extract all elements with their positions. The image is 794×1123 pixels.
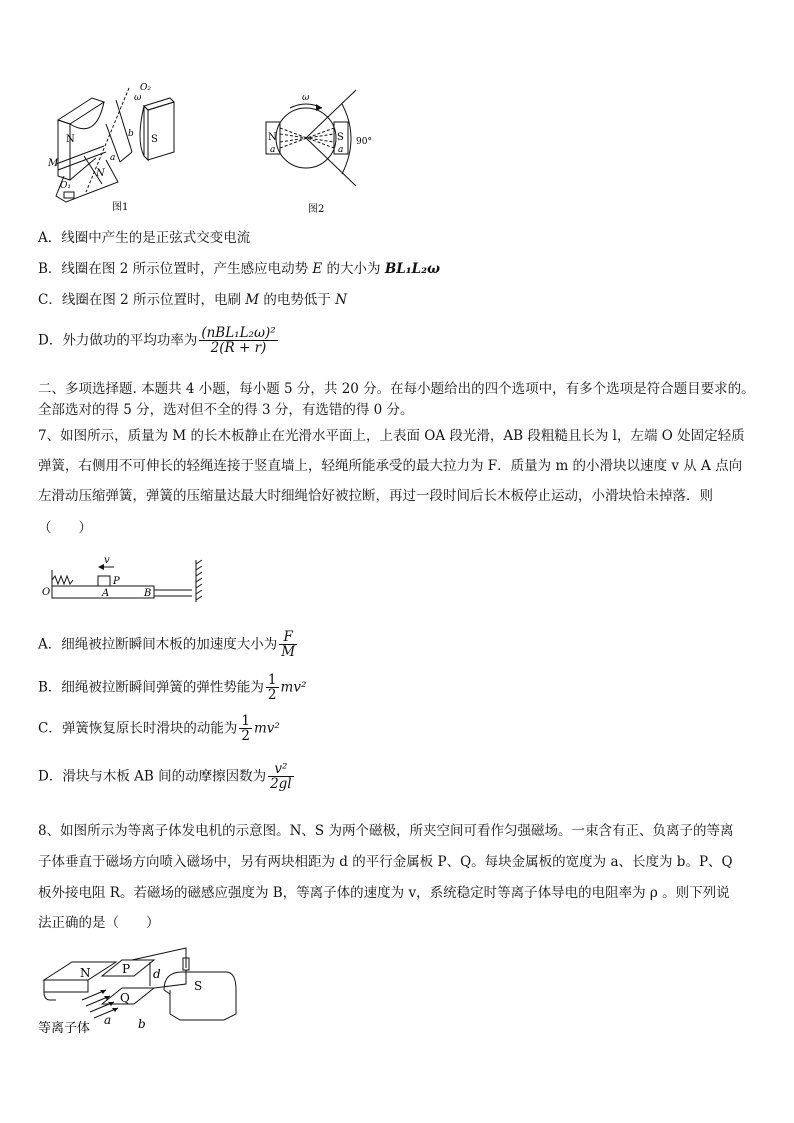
fig1-label-o1: O₁ <box>60 181 71 191</box>
fig1-label-a: a <box>110 153 116 163</box>
figure-2-top-view-diagram <box>258 86 388 216</box>
figure-1-generator-diagram <box>44 80 194 215</box>
fig2-label-a: a <box>270 145 276 155</box>
q7-option-b-fraction <box>266 673 279 702</box>
q7-option-a <box>38 630 299 659</box>
q8-stem-line-1: 8、如图所示为等离子体发电机的示意图。N、S 为两个磁极，所夹空间可看作匀强磁场。一束含有正、负离子的等离 <box>38 823 734 839</box>
q7-option-b-numerator: 1 <box>267 672 277 688</box>
q7-stem-line-4: （ ） <box>38 520 92 536</box>
q7-option-b-text: B．细绳被拉断瞬间弹簧的弹性势能为 <box>38 679 264 696</box>
q7-option-b-denominator: 2 <box>267 687 277 703</box>
q6-option-d-fraction <box>199 326 277 355</box>
fig1-label-s: S <box>151 134 158 145</box>
q7-option-d-denominator: 2gl <box>270 776 292 792</box>
fig2-label-s: S <box>337 132 344 143</box>
fig7-label-o: O <box>42 587 51 598</box>
q7-option-c-text: C．弹簧恢复原长时滑块的动能为 <box>38 720 238 737</box>
fig1-label-n2: N <box>96 168 105 179</box>
figure-7-board-spring-diagram <box>40 552 210 607</box>
q7-option-d-numerator: v² <box>268 762 294 777</box>
fig8-label-s: S <box>194 979 203 993</box>
q7-stem-line-3: 左滑动压缩弹簧，弹簧的压缩量达最大时细绳恰好被拉断，再过一段时间后长木板停止运动，小滑块恰未掉落．则 <box>38 488 713 504</box>
q7-option-a-denominator: M <box>281 644 296 660</box>
figure-2-caption: 图2 <box>308 204 325 215</box>
fig2-label-a2: a <box>338 145 344 155</box>
q7-option-d-text: D．滑块与木板 AB 间的动摩擦因数为 <box>38 768 267 785</box>
q7-stem-line-1: 7、如图所示，质量为 M 的长木板静止在光滑水平面上，上表面 OA 段光滑，AB 段粗糙且长为 l，左端 O 处固定轻质 <box>38 428 745 444</box>
q6-option-c-m: M <box>245 292 260 308</box>
q6-option-d-text: D．外力做功的平均功率为 <box>38 332 198 349</box>
q8-stem-line-4: 法正确的是（ ） <box>38 915 160 931</box>
q6-option-b <box>38 260 440 278</box>
q7-option-c-numerator: 1 <box>241 713 250 729</box>
q6-option-b-text: B．线圈在图 2 所示位置时，产生感应电动势 <box>38 261 313 277</box>
fig1-label-n: N <box>66 134 75 145</box>
q8-stem-line-3: 板外接电阻 R。若磁场的磁感应强度为 B，等离子体的速度为 v，系统稳定时等离子体导电的电阻率为 ρ 。则下列说 <box>38 885 730 901</box>
q7-option-c-denominator: 2 <box>241 728 250 744</box>
q6-option-d-numerator: (nBL₁L₂ω)² <box>201 325 276 341</box>
q7-option-c-expr: mv² <box>253 720 280 737</box>
fig7-label-b: B <box>144 588 152 599</box>
q6-option-b-expr: BL₁L₂ω <box>384 261 440 277</box>
q7-option-d <box>38 762 296 791</box>
q7-option-b-expr: mv² <box>280 679 307 696</box>
q6-option-b-mid: 的大小为 <box>322 261 385 277</box>
q6-option-d-denominator: 2(R + r) <box>210 340 267 356</box>
fig7-label-a: A <box>102 588 110 599</box>
fig1-label-m: M <box>48 158 59 169</box>
q7-option-a-numerator: F <box>279 630 297 645</box>
fig8-label-plasma: 等离子体 <box>38 1021 91 1036</box>
q6-option-c-mid: 的电势低于 <box>259 292 336 308</box>
q7-stem-line-2: 弹簧，右侧用不可伸长的轻绳连接于竖直墙上，轻绳所能承受的最大拉力为 F．质量为 m 的小滑块以速度 v 从 A 点向 <box>38 458 743 474</box>
fig8-label-a: a <box>104 1013 112 1027</box>
q6-option-b-var: E <box>312 261 323 277</box>
q6-option-c-n: N <box>335 292 348 308</box>
fig7-label-v: v <box>104 555 110 566</box>
section-2-heading-line-2: 全部选对的得 5 分，选对但不全的得 3 分，有选错的得 0 分。 <box>38 402 414 418</box>
q7-option-b <box>38 673 306 702</box>
q6-option-a: A．线圈中产生的是正弦式交变电流 <box>38 230 251 246</box>
q6-option-d <box>38 326 280 355</box>
fig2-label-omega: ω <box>302 93 310 103</box>
q7-option-c-fraction <box>239 714 252 743</box>
figure-1-caption: 图1 <box>112 202 129 213</box>
section-2-heading-line-1: 二、多项选择题. 本题共 4 小题，每小题 5 分，共 20 分。在每小题给出的四个选项中，有多个选项是符合题目要求的。 <box>38 381 755 397</box>
fig8-label-n: N <box>80 966 91 980</box>
fig1-label-omega: ω <box>134 93 142 103</box>
q7-option-d-fraction <box>268 762 294 791</box>
q7-option-a-text: A．细绳被拉断瞬间木板的加速度大小为 <box>38 636 278 653</box>
fig8-label-p: P <box>122 962 131 976</box>
fig2-label-angle: 90° <box>356 137 372 147</box>
q6-option-c <box>38 291 347 309</box>
fig1-label-o2: O₂ <box>140 83 151 93</box>
fig8-label-d: d <box>153 967 161 981</box>
q7-option-c <box>38 714 280 743</box>
q6-option-c-text: C．线圈在图 2 所示位置时，电刷 <box>38 292 246 308</box>
q8-stem-line-2: 子体垂直于磁场方向喷入磁场中，另有两块相距为 d 的平行金属板 P、Q。每块金属板的宽度为 a、长度为 b。P、Q <box>38 854 733 870</box>
fig8-label-b: b <box>138 1017 146 1031</box>
q7-option-a-fraction <box>279 630 297 659</box>
fig8-label-q: Q <box>120 991 130 1005</box>
fig7-label-p: P <box>113 576 120 587</box>
figure-8-plasma-generator-diagram <box>36 944 246 1039</box>
fig2-label-n: N <box>268 132 277 143</box>
fig1-label-b: b <box>128 129 134 139</box>
